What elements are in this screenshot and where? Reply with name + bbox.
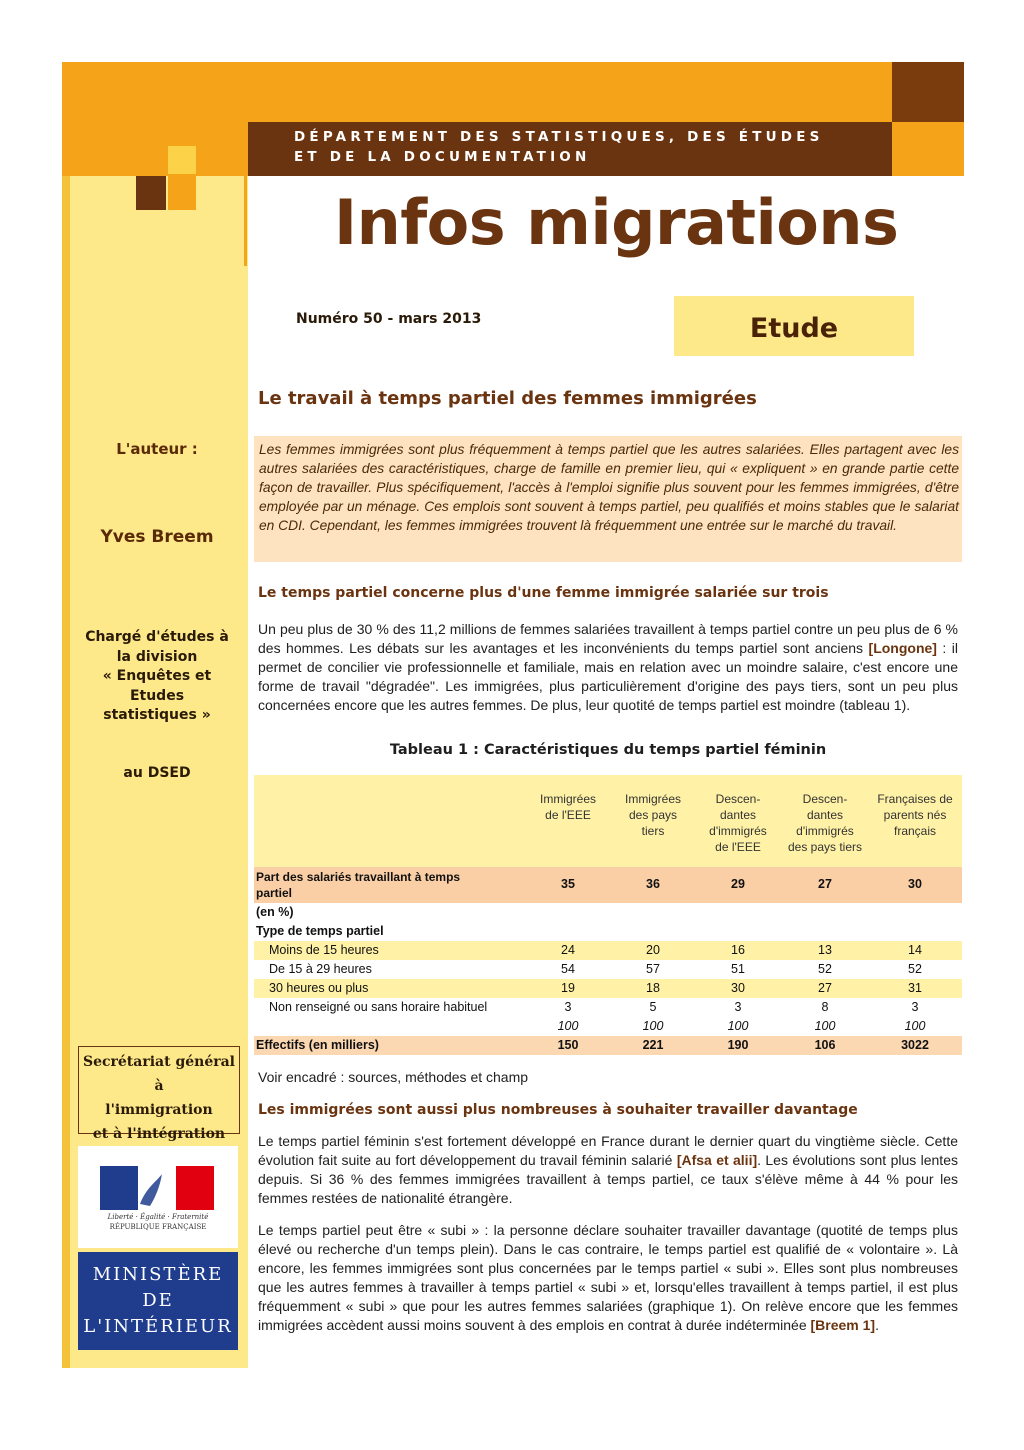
author-label: L'auteur : <box>116 440 198 458</box>
table-cell: 221 <box>642 1038 664 1052</box>
secretariat-name: Secrétariat général à l'immigration et à l'intégration <box>82 1054 236 1142</box>
row-label: Effectifs (en milliers) <box>256 1038 379 1052</box>
table-cell: 30 <box>908 877 922 891</box>
decor-vertical-line <box>244 176 247 266</box>
reference-breem: [Breem 1] <box>810 1317 876 1333</box>
table-cell: 57 <box>646 962 660 976</box>
issue-number: Numéro 50 - mars 2013 <box>296 311 482 327</box>
table-cell: 13 <box>818 943 832 957</box>
section-heading-2: Les immigrées sont aussi plus nombreuses à souhaiter travailler davantage <box>258 1102 858 1118</box>
table-row <box>254 960 962 979</box>
table-cell: 30 <box>731 981 745 995</box>
abstract-text: Les femmes immigrées sont plus fréquemment à temps partiel que les autres salariées. Elles partagent avec les autres salariées des caractéristiques, charge de famille en premier lieu, qui « expliquent » en grande partie cette façon de travailler. Plus spécifiquement, l'accès à l'emploi signifie plus souvent pour les femmes immigrées, d'être employée par un ménage. Ces emplois sont souvent à temps partiel, peu qualifiés et moins stables que le salariat en CDI. Cependant, les femmes immigrées trouvent là fréquemment une entrée sur le marché du travail. <box>259 442 959 533</box>
table-note: Voir encadré : sources, méthodes et champ <box>258 1069 529 1085</box>
table-row <box>254 979 962 998</box>
column-header: Descen- dantes d'immigrés de l'EEE <box>709 792 767 854</box>
row-label: De 15 à 29 heures <box>269 962 372 976</box>
table-cell: 100 <box>904 1019 926 1033</box>
column-header: Immigrées de l'EEE <box>539 792 596 822</box>
table-cell: 20 <box>646 943 660 957</box>
ministere-name: MINISTÈRE DE L'INTÉRIEUR <box>83 1264 233 1337</box>
reference-longone: [Longone] <box>868 640 937 656</box>
table-cell: 100 <box>814 1019 836 1033</box>
publication-title: Infos migrations <box>334 186 899 259</box>
table-cell: 54 <box>561 962 575 976</box>
table-cell: 19 <box>561 981 575 995</box>
table-row <box>254 922 962 941</box>
section-2-paragraph-1: Le temps partiel féminin s'est fortement développé en France durant le dernier quart du vingtième siècle. Cette évolution fait suite au fort développement du travail féminin salarié [Afsa et alii]. Les évolutions sont plus lentes depuis. Si 36 % des femmes immigrées travaillent à temps partiel, ce taux s'élève même à 44 % pour les femmes restées de nationalité étrangère. <box>258 1133 958 1206</box>
table-cell: 29 <box>731 877 745 891</box>
table-title: Tableau 1 : Caractéristiques du temps partiel féminin <box>389 742 827 758</box>
author-department: au DSED <box>123 765 191 781</box>
column-header: Immigrées des pays tiers <box>624 792 681 838</box>
decor-orange-square <box>168 176 196 210</box>
author-role: Chargé d'études à la division « Enquêtes et Etudes statistiques » <box>85 629 229 723</box>
section-1-paragraph: Un peu plus de 30 % des 11,2 millions de femmes salariées travaillent à temps partiel contre un peu plus de 6 % des hommes. Les débats sur les avantages et les inconvénients du temps partiel sont anciens [Longone] : il permet de concilier vie professionnelle et familiale, mais en relation avec un moindre salaire, c'est encore une forme de travail "dégradée". Les immigrées, plus particulièrement d'origine des pays tiers, sont un peu plus concernées encore que les autres femmes. De plus, leur quotité de temps partiel est moindre (tableau 1). <box>258 621 959 713</box>
table-row <box>254 1036 962 1055</box>
sidebar-edge <box>62 176 70 1368</box>
table-cell: 3 <box>911 1000 919 1014</box>
table-cell: 150 <box>557 1038 579 1052</box>
type-badge: Etude <box>749 313 839 344</box>
decor-brown-square <box>136 176 166 210</box>
article-heading: Le travail à temps partiel des femmes immigrées <box>258 388 757 409</box>
table-cell: 5 <box>649 1000 657 1014</box>
table-cell: 36 <box>646 877 660 891</box>
row-label: Moins de 15 heures <box>269 943 379 957</box>
table-cell: 100 <box>557 1019 579 1033</box>
table-header <box>254 775 962 867</box>
author-name: Yves Breem <box>100 527 214 547</box>
table-cell: 27 <box>818 981 832 995</box>
table-cell: 3 <box>564 1000 572 1014</box>
row-label: (en %) <box>256 905 294 919</box>
table-row <box>254 903 962 922</box>
table-cell: 3022 <box>901 1038 929 1052</box>
table-row <box>254 1017 962 1036</box>
table-cell: 51 <box>731 962 745 976</box>
republique-caption: Liberté · Égalité · Fraternité RÉPUBLIQUE FRANÇAISE <box>107 1213 209 1231</box>
table-cell: 100 <box>727 1019 749 1033</box>
header-orange-band <box>62 62 964 122</box>
row-label: Part des salariés travaillant à temps partiel <box>256 870 461 900</box>
table-row <box>254 998 962 1017</box>
table-cell: 16 <box>731 943 745 957</box>
column-header: Descen- dantes d'immigrés des pays tiers <box>787 792 863 854</box>
table-cell: 31 <box>908 981 922 995</box>
table-cell: 52 <box>908 962 922 976</box>
header-dark-square <box>892 62 964 122</box>
table-cell: 14 <box>908 943 922 957</box>
table-row <box>254 867 962 903</box>
row-label: 30 heures ou plus <box>269 981 369 995</box>
table-cell: 35 <box>561 877 575 891</box>
section-2-paragraph-2: Le temps partiel peut être « subi » : la personne déclare souhaiter travailler davantage (quotité de temps plus élevé ou recherche d'un temps plein). Dans le cas contraire, le temps partiel est qualifié de « volontaire ». Là encore, les femmes immigrées sont plus concernées par le temps partiel « subi ». Elles sont plus nombreuses que les autres femmes à travailler à temps partiel « subi » et, lorsqu'elles travaillent à temps partiel, il est plus fréquemment « subi » que pour les autres femmes salariées (graphique 1). On relève encore que les femmes immigrées accèdent aussi moins souvent à des emplois en contrat à durée indéterminée [Breem 1]. <box>258 1222 958 1333</box>
reference-afsa: [Afsa et alii] <box>676 1152 758 1168</box>
table-cell: 106 <box>814 1038 836 1052</box>
header-orange-block <box>62 122 248 176</box>
department-name: DÉPARTEMENT DES STATISTIQUES, DES ÉTUDES ET DE LA DOCUMENTATION <box>294 129 824 165</box>
table-cell: 24 <box>561 943 575 957</box>
row-label: Non renseigné ou sans horaire habituel <box>269 1000 488 1014</box>
row-label: Type de temps partiel <box>256 924 384 938</box>
table-cell: 27 <box>818 877 832 891</box>
table-cell: 100 <box>642 1019 664 1033</box>
republique-francaise-logo <box>100 1166 214 1210</box>
table-cell: 52 <box>818 962 832 976</box>
decor-yellow-square <box>168 146 196 174</box>
table-cell: 3 <box>734 1000 742 1014</box>
table-row <box>254 941 962 960</box>
header-orange-square <box>892 122 964 176</box>
table-cell: 190 <box>727 1038 749 1052</box>
table-cell: 8 <box>821 1000 829 1014</box>
section-heading-1: Le temps partiel concerne plus d'une femme immigrée salariée sur trois <box>258 585 829 601</box>
data-table <box>254 775 962 1055</box>
table-cell: 18 <box>646 981 660 995</box>
column-header: Françaises de parents nés français <box>877 792 953 838</box>
